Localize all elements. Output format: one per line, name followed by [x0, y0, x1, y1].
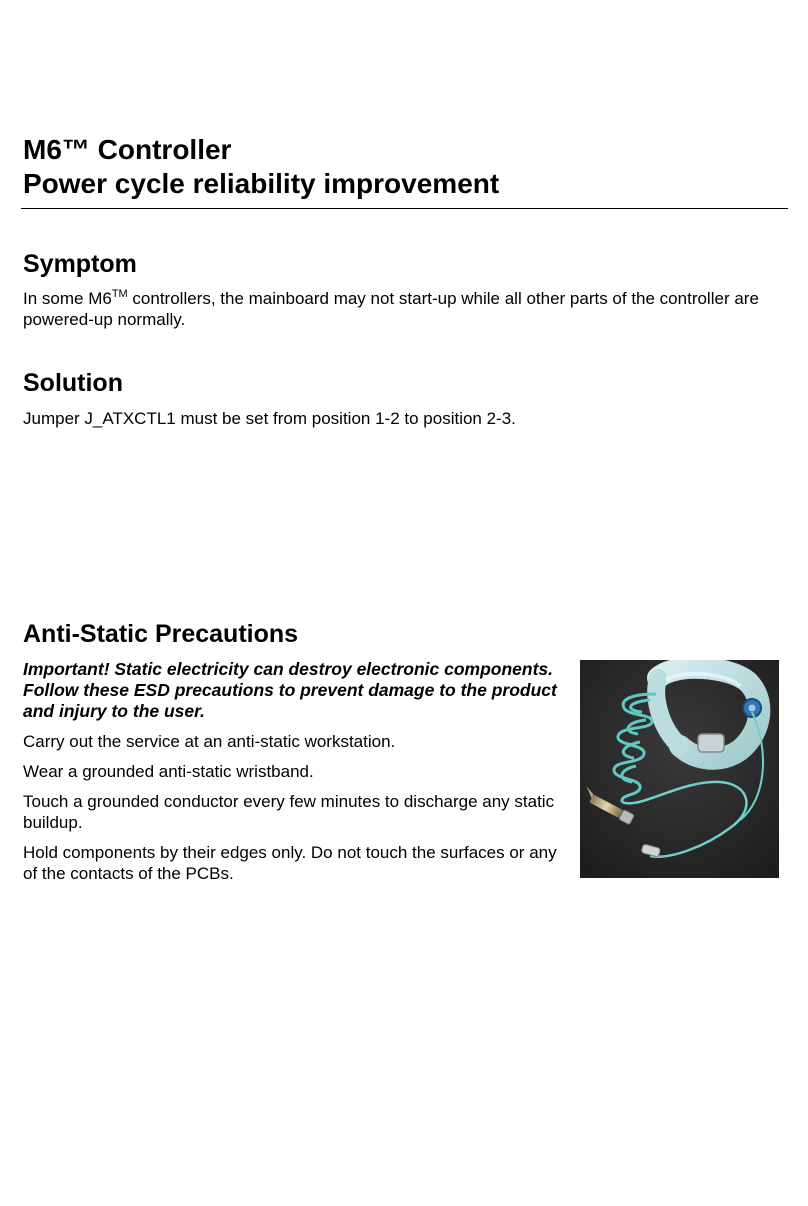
trademark-superscript: TM	[111, 288, 128, 300]
symptom-heading: Symptom	[23, 250, 137, 278]
list-item: Carry out the service at an anti-static workstation.	[23, 732, 396, 751]
precautions-list	[23, 731, 571, 893]
title-line-subject: Power cycle reliability improvement	[23, 168, 500, 199]
anti-static-wristband-photo	[580, 660, 779, 878]
list-item: Wear a grounded anti-static wristband.	[23, 762, 314, 781]
symptom-text-start: In some M6	[23, 289, 112, 308]
symptom-text	[23, 288, 783, 330]
title-divider	[21, 208, 788, 209]
solution-heading: Solution	[23, 369, 123, 397]
symptom-text-end: controllers, the mainboard may not start-up while all other parts of the controller are powered-up normally.	[23, 289, 759, 329]
important-warning: Important! Static electricity can destroy electronic components. Follow these ESD precautions to prevent damage to the product and injury to the user.	[23, 659, 557, 721]
list-item: Hold components by their edges only. Do not touch the surfaces or any of the contacts of the PCBs.	[23, 843, 557, 883]
anti-static-heading: Anti-Static Precautions	[23, 620, 299, 648]
title-line-product: M6™ Controller	[23, 134, 232, 165]
list-item: Touch a grounded conductor every few minutes to discharge any static buildup.	[23, 792, 555, 832]
solution-text: Jumper J_ATXCTL1 must be set from position 1-2 to position 2-3.	[23, 409, 516, 428]
document-title	[23, 133, 783, 201]
